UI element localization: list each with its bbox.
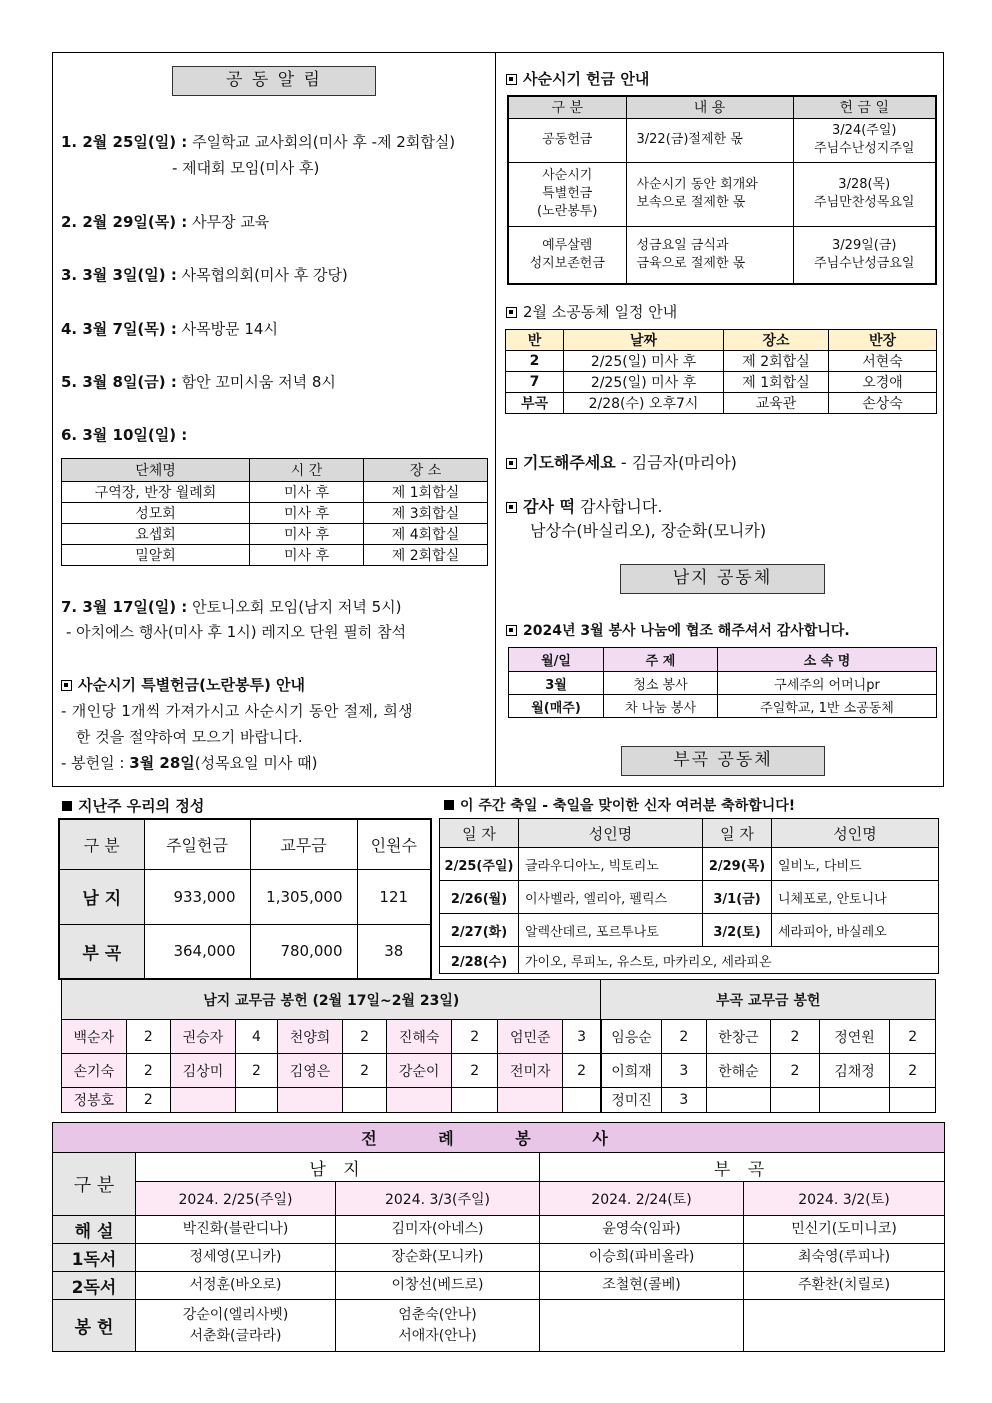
offering-cell: 38 — [357, 924, 431, 979]
offer-cell: 성금요일 금식과 금육으로 절제한 몫 — [626, 226, 793, 284]
dues-name — [819, 1088, 890, 1113]
service-header: 소 속 명 — [718, 648, 937, 672]
offering-header: 인원수 — [357, 819, 431, 869]
thanks-names: 남상수(바실리오), 장순화(모니카) — [530, 521, 767, 540]
dues-name: 정연원 — [819, 1020, 890, 1054]
feast-cell: 3/1(금) — [703, 881, 772, 914]
offering-cell: 364,000 — [144, 924, 250, 979]
feast-cell: 글라우디아노, 빅토리노 — [519, 848, 703, 881]
offering-header: 구 분 — [59, 819, 144, 869]
dues-name: 한해순 — [706, 1054, 771, 1088]
liturgy-table — [52, 1122, 945, 1352]
meeting-row — [62, 545, 488, 566]
liturgy-label: 해 설 — [53, 1216, 136, 1244]
liturgy-cell — [744, 1300, 945, 1352]
liturgy-row — [53, 1272, 945, 1300]
notice-item: 3. 3월 3일(일) : 사목협의회(미사 후 강당) — [61, 266, 348, 284]
meeting-cell: 구역장, 반장 월례회 — [62, 482, 250, 503]
small-header: 날짜 — [564, 330, 724, 351]
dues-row — [62, 1020, 936, 1054]
small-cell: 2/25(일) 미사 후 — [564, 372, 724, 393]
liturgy-label: 봉 헌 — [53, 1300, 136, 1352]
offer-row — [508, 162, 936, 226]
small-cell: 2 — [506, 351, 564, 372]
meeting-cell: 제 4회합실 — [364, 524, 488, 545]
small-header: 반장 — [829, 330, 937, 351]
liturgy-dates-row — [53, 1182, 945, 1216]
meeting-row — [62, 482, 488, 503]
offering-cell: 780,000 — [250, 924, 357, 979]
liturgy-cell: 강순이(엘리사벳) 서춘화(글라라) — [136, 1300, 336, 1352]
meeting-row — [62, 503, 488, 524]
lent-line-2: 한 것을 절약하여 모으기 바랍니다. — [76, 728, 303, 746]
service-cell: 주일학교, 1반 소공동체 — [718, 695, 937, 718]
checkbox-icon — [506, 307, 517, 318]
dues-count: 2 — [662, 1020, 706, 1054]
offering-guide-table — [507, 95, 937, 285]
feast-table — [439, 818, 939, 974]
dues-count — [563, 1088, 601, 1113]
service-row — [509, 672, 937, 695]
service-header: 주 제 — [604, 648, 718, 672]
meeting-cell: 미사 후 — [250, 482, 364, 503]
liturgy-cell: 주환찬(치릴로) — [744, 1272, 945, 1300]
liturgy-cell: 정세영(모니카) — [136, 1244, 336, 1272]
dues-count — [451, 1088, 497, 1113]
dues-count: 2 — [342, 1054, 386, 1088]
dues-count: 2 — [342, 1020, 386, 1054]
liturgy-row — [53, 1300, 945, 1352]
notice-item: 4. 3월 7일(목) : 사목방문 14시 — [61, 320, 278, 338]
feast-header: 성인명 — [519, 819, 703, 848]
checkbox-icon — [61, 680, 72, 691]
offering-cell: 1,305,000 — [250, 869, 357, 924]
dues-count: 2 — [771, 1054, 819, 1088]
dues-name: 이희재 — [601, 1054, 662, 1088]
offering-cell: 121 — [357, 869, 431, 924]
lent-line-1: - 개인당 1개씩 가져가시고 사순시기 동안 절제, 희생 — [61, 702, 413, 720]
liturgy-cell: 민신기(도미니코) — [744, 1216, 945, 1244]
small-cell: 오경애 — [829, 372, 937, 393]
liturgy-date: 2024. 3/2(토) — [744, 1182, 945, 1216]
dues-name: 백순자 — [62, 1020, 127, 1054]
offer-cell: 사순시기 특별헌금 (노란봉투) — [508, 162, 626, 226]
dues-name — [706, 1088, 771, 1113]
dues-count: 2 — [451, 1020, 497, 1054]
offer-cell: 사순시기 동안 회개와 보속으로 절제한 몫 — [626, 162, 793, 226]
liturgy-cell — [540, 1300, 744, 1352]
meeting-cell: 요셉회 — [62, 524, 250, 545]
meeting-cell: 제 2회합실 — [364, 545, 488, 566]
offering-header: 주일헌금 — [144, 819, 250, 869]
square-bullet-icon — [62, 801, 72, 811]
meeting-cell: 제 3회합실 — [364, 503, 488, 524]
meeting-header: 단체명 — [62, 459, 250, 482]
feast-cell: 가이오, 루피노, 유스토, 마카리오, 세라피온 — [519, 947, 939, 974]
liturgy-row — [53, 1244, 945, 1272]
liturgy-cell: 윤영숙(임파) — [540, 1216, 744, 1244]
small-community-table — [505, 329, 937, 414]
offer-cell: 3/28(목) 주님만찬성목요일 — [793, 162, 936, 226]
small-cell: 2/25(일) 미사 후 — [564, 351, 724, 372]
small-cell: 교육관 — [724, 393, 829, 414]
dues-row — [62, 1088, 936, 1113]
liturgy-gubun: 구 분 — [53, 1153, 136, 1216]
dues-name: 권승자 — [171, 1020, 236, 1054]
offering-row — [59, 869, 431, 924]
feast-header: 일 자 — [703, 819, 772, 848]
dues-name — [171, 1088, 236, 1113]
small-header: 장소 — [724, 330, 829, 351]
offer-header: 헌 금 일 — [793, 96, 936, 118]
meeting-row — [62, 524, 488, 545]
dues-name: 임응순 — [601, 1020, 662, 1054]
service-table — [508, 647, 937, 718]
service-row — [509, 695, 937, 718]
dues-name: 정봉호 — [62, 1088, 127, 1113]
liturgy-cell: 엄춘숙(안나) 서애자(안나) — [336, 1300, 540, 1352]
notice-item: 2. 2월 29일(목) : 사무장 교육 — [61, 213, 270, 231]
feast-cell: 니체포로, 안토니나 — [772, 881, 939, 914]
feast-cell: 알렉산데르, 포르투나토 — [519, 914, 703, 947]
liturgy-cell: 서정훈(바오로) — [136, 1272, 336, 1300]
liturgy-cell: 이승희(파비올라) — [540, 1244, 744, 1272]
dues-name: 손기숙 — [62, 1054, 127, 1088]
dues-count — [771, 1088, 819, 1113]
offering-cell: 남 지 — [59, 869, 144, 924]
lent-offering-guide-heading: 사순시기 헌금 안내 — [506, 68, 649, 89]
liturgy-cell: 김미자(아네스) — [336, 1216, 540, 1244]
dues-count: 2 — [126, 1054, 170, 1088]
liturgy-label: 1독서 — [53, 1244, 136, 1272]
dues-count — [890, 1088, 936, 1113]
offering-table — [58, 818, 432, 980]
common-notice-title: 공 동 알 림 — [172, 66, 376, 96]
small-header: 반 — [506, 330, 564, 351]
dues-name: 천양희 — [278, 1020, 343, 1054]
meeting-cell: 밀알회 — [62, 545, 250, 566]
feast-header: 일 자 — [440, 819, 519, 848]
dues-name: 김상미 — [171, 1054, 236, 1088]
dues-count: 2 — [126, 1088, 170, 1113]
dues-name: 전미자 — [498, 1054, 563, 1088]
namji-dues-title: 남지 교무금 봉헌 (2월 17일~2월 23일) — [62, 980, 601, 1020]
dues-count: 2 — [451, 1054, 497, 1088]
small-cell: 제 1회합실 — [724, 372, 829, 393]
small-row — [506, 351, 937, 372]
bugok-community-title: 부곡 공동체 — [621, 746, 825, 776]
small-cell: 부곡 — [506, 393, 564, 414]
dues-name — [498, 1088, 563, 1113]
dues-count — [235, 1088, 277, 1113]
meeting-header: 시 간 — [250, 459, 364, 482]
dues-name: 김영은 — [278, 1054, 343, 1088]
dues-name: 진해숙 — [387, 1020, 452, 1054]
feast-row — [440, 947, 939, 974]
offer-cell: 예루살렘 성지보존헌금 — [508, 226, 626, 284]
offer-row — [508, 226, 936, 284]
small-row — [506, 393, 937, 414]
offer-cell: 3/24(주일) 주님수난성지주일 — [793, 118, 936, 162]
dues-table — [61, 979, 936, 1113]
service-cell: 청소 봉사 — [604, 672, 718, 695]
dues-count: 4 — [235, 1020, 277, 1054]
dues-name — [278, 1088, 343, 1113]
liturgy-label: 2독서 — [53, 1272, 136, 1300]
meeting-cell: 성모회 — [62, 503, 250, 524]
feast-row — [440, 914, 939, 947]
dues-name: 한창근 — [706, 1020, 771, 1054]
namji-community-title: 남지 공동체 — [620, 564, 825, 594]
feast-cell: 세라피아, 바실레오 — [772, 914, 939, 947]
service-cell: 구세주의 어머니pr — [718, 672, 937, 695]
offering-header: 교무금 — [250, 819, 357, 869]
small-cell: 2/28(수) 오후7시 — [564, 393, 724, 414]
dues-count: 3 — [662, 1088, 706, 1113]
checkbox-icon — [506, 502, 517, 513]
checkbox-icon — [506, 625, 517, 636]
notice-sub: - 제대회 모임(미사 후) — [172, 159, 320, 177]
meeting-table — [61, 458, 488, 566]
liturgy-title-row — [53, 1123, 945, 1153]
dues-count: 2 — [890, 1054, 936, 1088]
liturgy-date: 2024. 2/24(토) — [540, 1182, 744, 1216]
feast-cell: 3/2(토) — [703, 914, 772, 947]
item7-sub: - 아치에스 행사(미사 후 1시) 레지오 단원 필히 참석 — [66, 623, 407, 641]
lent-date-line: - 봉헌일 : 3월 28일(성목요일 미사 때) — [61, 754, 318, 772]
dues-count: 2 — [126, 1020, 170, 1054]
liturgy-cell: 이창선(베드로) — [336, 1272, 540, 1300]
notice-item: 5. 3월 8일(금) : 함안 꼬미시움 저녁 8시 — [61, 373, 336, 391]
notice-item: 1. 2월 25일(일) : 주일학교 교사회의(미사 후 -제 2회합실) — [61, 133, 456, 151]
feast-header: 성인명 — [772, 819, 939, 848]
service-cell: 차 나눔 봉사 — [604, 695, 718, 718]
small-row — [506, 372, 937, 393]
dues-count: 2 — [771, 1020, 819, 1054]
feast-cell: 2/27(화) — [440, 914, 519, 947]
dues-count: 2 — [890, 1020, 936, 1054]
meeting-header: 장 소 — [364, 459, 488, 482]
checkbox-icon — [506, 74, 517, 85]
square-bullet-icon — [444, 800, 454, 810]
feast-cell: 2/29(목) — [703, 848, 772, 881]
small-cell: 손상숙 — [829, 393, 937, 414]
dues-count: 2 — [563, 1054, 601, 1088]
liturgy-cell: 장순화(모니카) — [336, 1244, 540, 1272]
feast-cell: 일비노, 다비드 — [772, 848, 939, 881]
small-cell: 서현숙 — [829, 351, 937, 372]
dues-count: 3 — [563, 1020, 601, 1054]
feast-cell: 2/28(수) — [440, 947, 519, 974]
liturgy-bugok: 부 곡 — [540, 1153, 945, 1182]
service-cell: 3월 — [509, 672, 604, 695]
offer-header: 구 분 — [508, 96, 626, 118]
feast-heading: 이 주간 축일 - 축일을 맞이한 신자 여러분 축하합니다! — [444, 795, 795, 815]
feast-row — [440, 848, 939, 881]
liturgy-cell: 박진화(블란디나) — [136, 1216, 336, 1244]
thanks-rice-cake: 감사 떡 감사합니다. — [506, 494, 662, 517]
dues-name: 정미진 — [601, 1088, 662, 1113]
dues-count: 3 — [662, 1054, 706, 1088]
offer-cell: 3/22(금)절제한 몫 — [626, 118, 793, 162]
small-cell: 제 2회합실 — [724, 351, 829, 372]
liturgy-date: 2024. 2/25(주일) — [136, 1182, 336, 1216]
meeting-cell: 미사 후 — [250, 545, 364, 566]
feast-cell: 2/25(주일) — [440, 848, 519, 881]
meeting-cell: 제 1회합실 — [364, 482, 488, 503]
service-header: 월/일 — [509, 648, 604, 672]
dues-row — [62, 1054, 936, 1088]
liturgy-cell: 최숙영(루피나) — [744, 1244, 945, 1272]
meeting-cell: 미사 후 — [250, 503, 364, 524]
dues-name — [387, 1088, 452, 1113]
liturgy-row — [53, 1216, 945, 1244]
liturgy-cell: 조철현(콜베) — [540, 1272, 744, 1300]
meeting-cell: 미사 후 — [250, 524, 364, 545]
liturgy-head-row — [53, 1153, 945, 1182]
lent-offering-heading: 사순시기 특별헌금(노란봉투) 안내 — [61, 674, 305, 695]
feast-cell: 이사벨라, 엘리아, 펠릭스 — [519, 881, 703, 914]
service-thanks-heading: 2024년 3월 봉사 나눔에 협조 해주셔서 감사합니다. — [506, 620, 850, 640]
dues-count: 2 — [235, 1054, 277, 1088]
feast-row — [440, 881, 939, 914]
prayer-request: 기도해주세요 - 김금자(마리아) — [506, 450, 737, 473]
offering-heading: 지난주 우리의 정성 — [62, 795, 204, 816]
offer-cell: 공동헌금 — [508, 118, 626, 162]
dues-name: 김채정 — [819, 1054, 890, 1088]
liturgy-title: 전 례 봉 사 — [53, 1123, 945, 1153]
checkbox-icon — [506, 458, 517, 469]
offer-header: 내 용 — [626, 96, 793, 118]
offering-row — [59, 924, 431, 979]
dues-count — [342, 1088, 386, 1113]
service-cell: 월(매주) — [509, 695, 604, 718]
small-cell: 7 — [506, 372, 564, 393]
item7-line: 7. 3월 17일(일) : 안토니오회 모임(남지 저녁 5시) — [61, 598, 402, 616]
small-community-heading: 2월 소공동체 일정 안내 — [506, 301, 677, 322]
offer-cell: 3/29일(금) 주님수난성금요일 — [793, 226, 936, 284]
bugok-dues-title: 부곡 교무금 봉헌 — [601, 980, 936, 1020]
offer-row — [508, 118, 936, 162]
dues-name: 엄민준 — [498, 1020, 563, 1054]
feast-cell: 2/26(월) — [440, 881, 519, 914]
notice-item: 6. 3월 10일(일) : — [61, 426, 188, 444]
offering-cell: 부 곡 — [59, 924, 144, 979]
dues-name: 강순이 — [387, 1054, 452, 1088]
liturgy-date: 2024. 3/3(주일) — [336, 1182, 540, 1216]
liturgy-namji: 남 지 — [136, 1153, 540, 1182]
offering-cell: 933,000 — [144, 869, 250, 924]
